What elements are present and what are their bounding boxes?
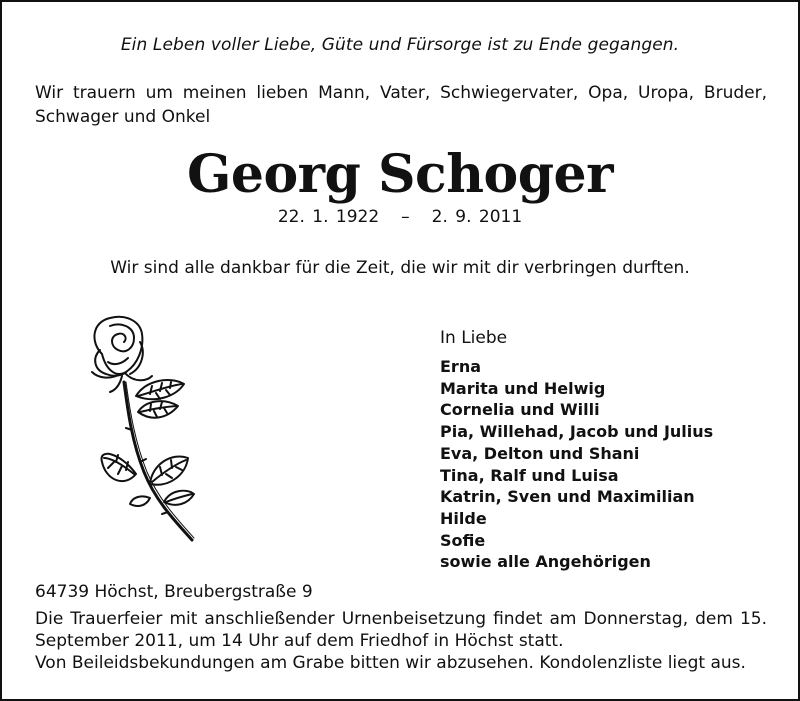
list-item: sowie alle Angehörigen <box>440 552 651 572</box>
family-signatures <box>440 328 713 573</box>
date-dash: – <box>401 207 410 227</box>
intro-text: Wir trauern um meinen lieben Mann, Vater, Schwiegervater, Opa, Uropa, Bruder, Schwager und Onkel <box>35 83 767 127</box>
list-item: Marita und Helwig <box>440 378 606 398</box>
funeral-service-info <box>35 608 767 674</box>
mourner-address: 64739 Höchst, Breubergstraße 9 <box>35 582 313 602</box>
rose-icon <box>80 312 210 548</box>
list-item: Erna <box>440 357 482 376</box>
list-item: Pia, Willehad, Jacob und Julius <box>440 422 714 442</box>
deceased-name: Georg Schoger <box>186 144 614 205</box>
list-item: Tina, Ralf und Luisa <box>440 465 619 485</box>
condolence-note: Von Beileidsbekundungen am Grabe bitten wir abzusehen. Kondolenzliste liegt aus. <box>35 653 746 673</box>
list-item: Hilde <box>440 508 487 528</box>
family-heading: In Liebe <box>440 328 508 348</box>
death-date: 2. 9. 2011 <box>431 207 523 227</box>
list-item: Sofie <box>440 530 486 550</box>
list-item: Katrin, Sven und Maximilian <box>440 487 695 507</box>
list-item: Cornelia und Willi <box>440 400 600 420</box>
birth-date: 22. 1. 1922 <box>277 207 380 227</box>
list-item: Eva, Delton und Shani <box>440 443 640 463</box>
life-dates <box>2 207 798 227</box>
motto: Ein Leben voller Liebe, Güte und Fürsorge ist zu Ende gegangen. <box>120 35 680 55</box>
gratitude-text: Wir sind alle dankbar für die Zeit, die wir mit dir verbringen durften. <box>110 258 690 278</box>
service-details: Die Trauerfeier mit anschließender Urnenbeisetzung findet am Donnerstag, dem 15. September 2011, um 14 Uhr auf dem Friedhof in Höchst statt. <box>35 609 767 651</box>
family-list <box>440 356 713 573</box>
